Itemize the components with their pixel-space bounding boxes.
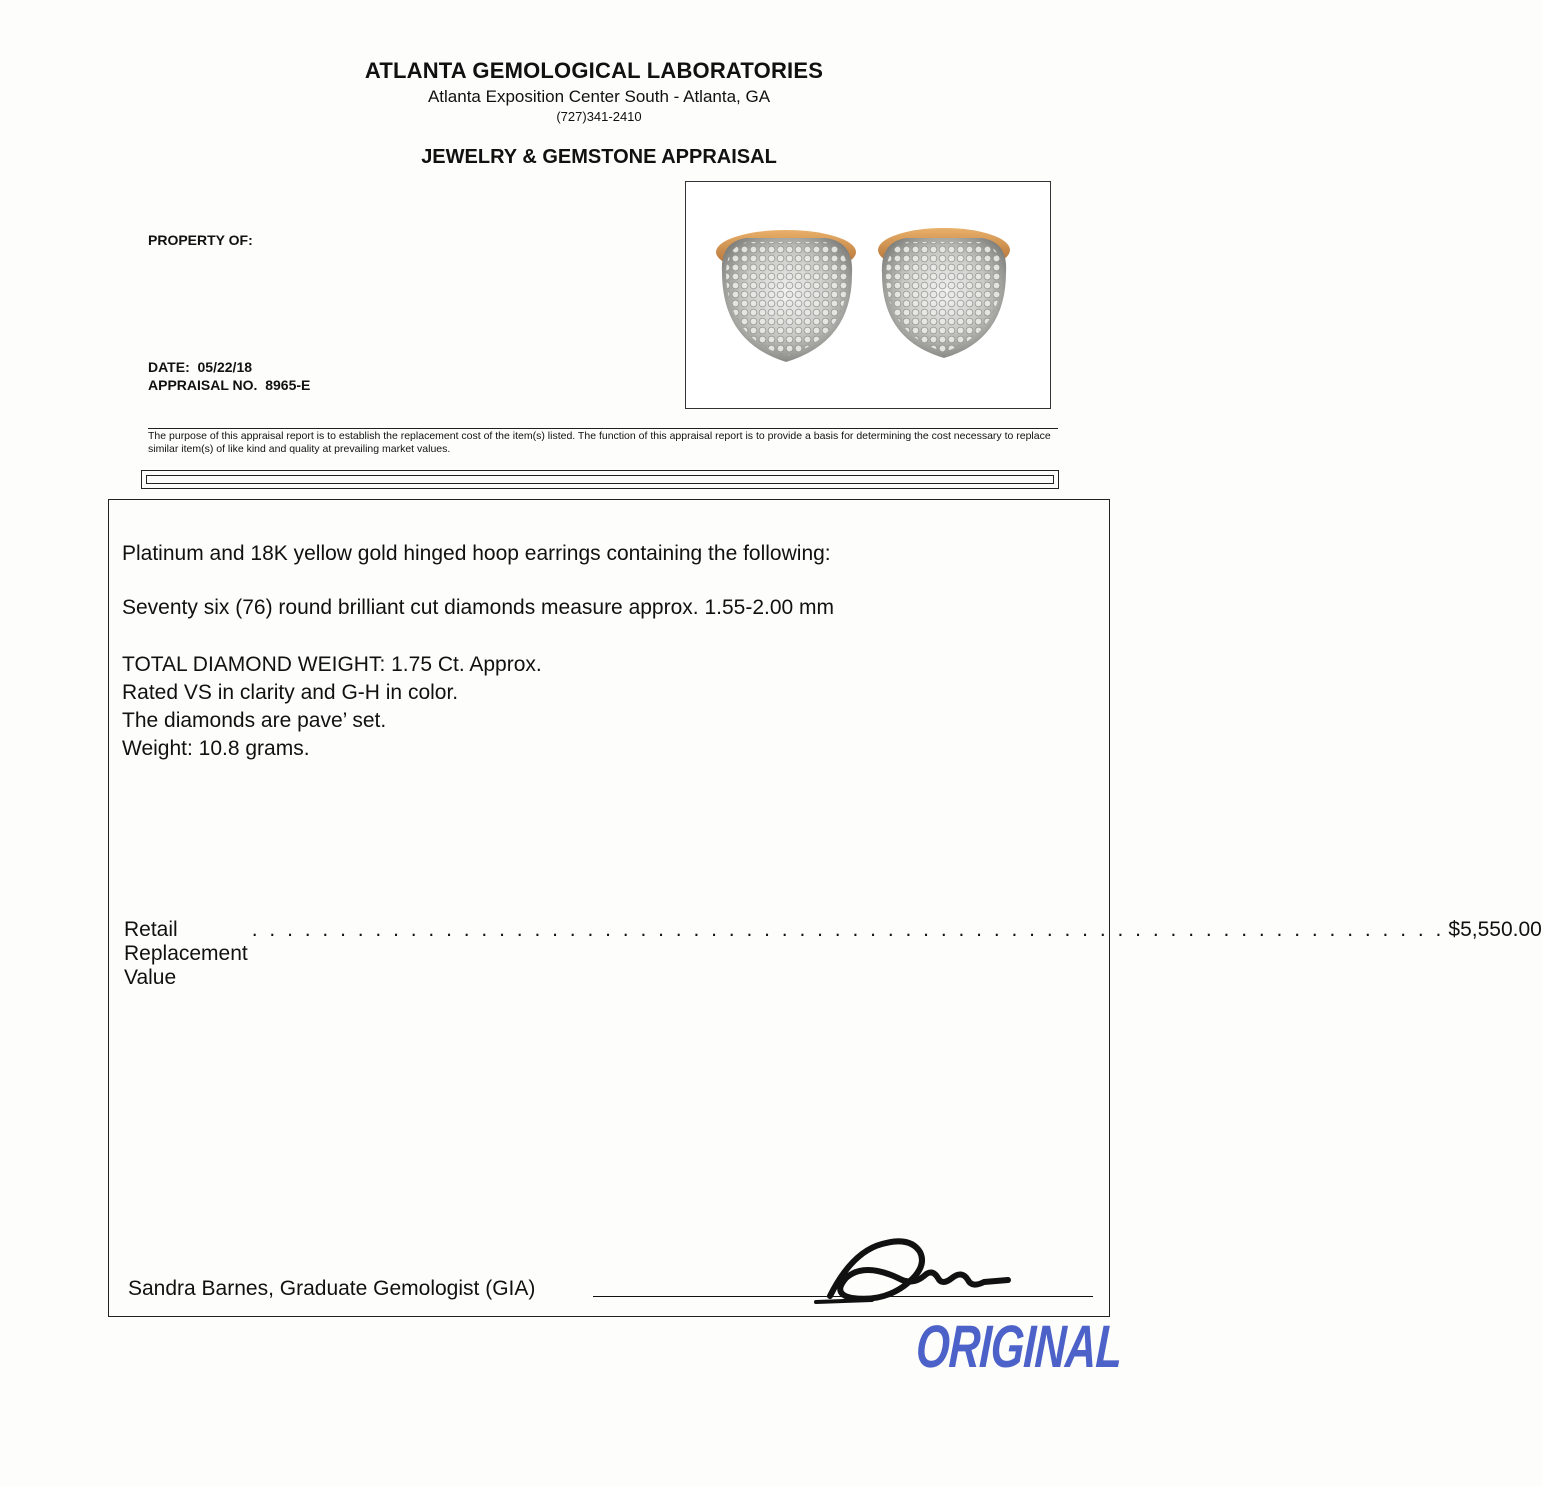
- signature-icon: [812, 1222, 1022, 1310]
- purpose-statement: The purpose of this appraisal report is to establish the replacement cost of the item(s) listed. The function of this appraisal report is to provide a basis for determining the cost necessary to replace similar item(s) of like kind and quality at prevailing market values.: [148, 428, 1058, 456]
- stone-details: [122, 651, 542, 763]
- replacement-value-row: [124, 918, 1542, 990]
- detail-line: TOTAL DIAMOND WEIGHT: 1.75 Ct. Approx.: [122, 653, 542, 676]
- detail-line: Weight: 10.8 grams.: [122, 737, 310, 760]
- lab-phone: (727)341-2410: [556, 109, 642, 124]
- stones-description: Seventy six (76) round brilliant cut diamonds measure approx. 1.55-2.00 mm: [122, 596, 835, 619]
- original-stamp: ORIGINAL: [914, 1313, 1124, 1380]
- lab-name: ATLANTA GEMOLOGICAL LABORATORIES: [364, 58, 824, 83]
- signatory-name: Sandra Barnes, Graduate Gemologist (GIA): [128, 1277, 536, 1300]
- date-line: [148, 359, 252, 375]
- leader-dots: . . . . . . . . . . . . . . . . . . . . . . . . . . . . . . . . . . . . . . . . . . . . . . . . . . . . . . . . . . . . . . . . . . . .: [251, 918, 1445, 941]
- date-value: 05/22/18: [197, 359, 253, 375]
- earrings-photo-icon: [686, 182, 1050, 408]
- property-of-label: PROPERTY OF:: [148, 232, 253, 248]
- earrings-photo: [685, 181, 1051, 409]
- date-label: DATE:: [148, 359, 190, 375]
- divider-bar: [141, 470, 1059, 489]
- appraisal-number-value: 8965-E: [265, 377, 311, 393]
- appraisal-number-label: APPRAISAL NO.: [148, 377, 258, 393]
- appraisal-description-box: [108, 499, 1110, 1317]
- detail-line: The diamonds are pave’ set.: [122, 709, 387, 732]
- appraisal-number-line: [148, 377, 310, 393]
- replacement-value-label: Retail Replacement Value: [124, 918, 248, 989]
- item-description: Platinum and 18K yellow gold hinged hoop earrings containing the following:: [122, 542, 831, 565]
- replacement-value-amount: $5,550.00: [1448, 918, 1542, 941]
- detail-line: Rated VS in clarity and G-H in color.: [122, 681, 459, 704]
- lab-address: Atlanta Exposition Center South - Atlanta, GA: [427, 87, 771, 106]
- document-type-title: JEWELRY & GEMSTONE APPRAISAL: [421, 146, 777, 168]
